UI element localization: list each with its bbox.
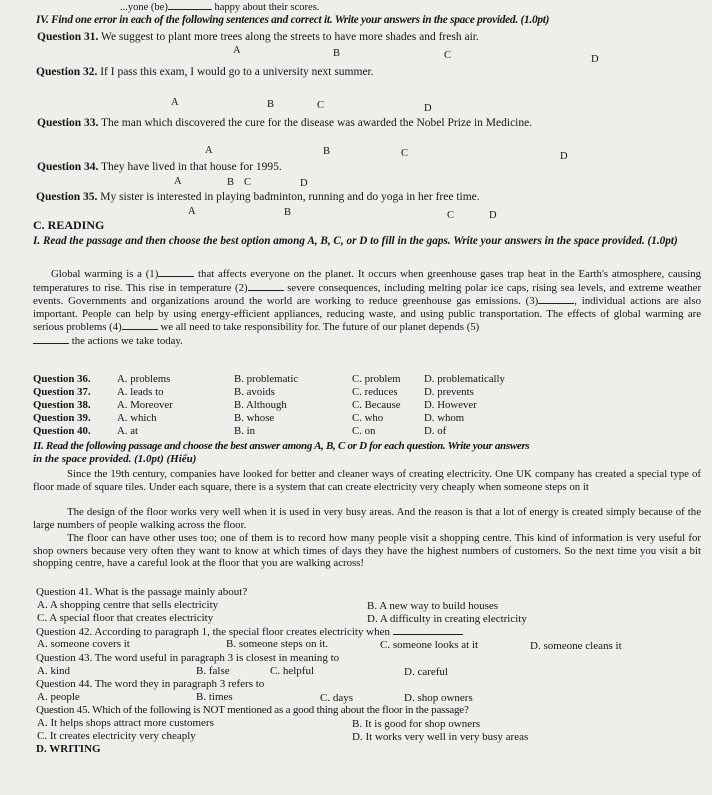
q31-option-d: D [591, 54, 599, 65]
question-42-stem [36, 625, 463, 639]
q39-option-c[interactable]: C. who [352, 412, 384, 424]
bottom-fragment: D. WRITING [36, 743, 101, 755]
passage-line: that affects everyone on the planet. It occurs when greenhouse gases trap heat [198, 268, 546, 280]
part-ii-heading-line-2: in the space provided. (1.0pt) (Hiểu) [33, 453, 197, 465]
question-32-text: If I pass this exam, I would go to a university next summer. [100, 66, 374, 78]
section-iv-heading: IV. Find one error in each of the following sentences and correct it. Write your answers in the space provided. (1.0pt) [36, 14, 550, 26]
section-c-heading: C. READING [33, 218, 105, 232]
q38-option-a[interactable]: A. Moreover [117, 399, 173, 411]
question-31 [37, 31, 479, 44]
top-fragment [120, 0, 319, 14]
q36-label: Question 36. [33, 373, 91, 385]
q31-option-b: B [333, 48, 341, 59]
q36-option-d[interactable]: D. problematically [424, 373, 505, 385]
q32-option-d: D [424, 103, 432, 114]
q32-option-b: B [267, 99, 275, 110]
q34-option-b: B [227, 177, 235, 188]
answer-blank[interactable] [168, 0, 212, 10]
q37-option-b[interactable]: B. avoids [234, 386, 275, 398]
q31-option-c: C [444, 50, 452, 61]
q40-option-d[interactable]: D. of [424, 425, 447, 437]
q36-option-a[interactable]: A. problems [117, 373, 171, 385]
q39-option-d[interactable]: D. whom [424, 412, 465, 424]
q31-option-a: A [233, 45, 241, 56]
question-41-stem: Question 41. What is the passage mainly about? [36, 586, 248, 598]
passage-line: including melting polar ice caps, rising sea levels, and extreme weather events. Governments and organizations around [33, 281, 702, 308]
gap-2-blank[interactable] [248, 281, 284, 291]
top-fragment-prefix: ...yone (be) [120, 2, 168, 13]
q36-option-b[interactable]: B. problematic [234, 373, 299, 385]
q34-option-c: C [244, 177, 252, 188]
q40-option-b[interactable]: B. in [234, 425, 255, 437]
question-33-label: Question 33. [37, 117, 99, 129]
question-33 [37, 117, 532, 130]
question-32-label: Question 32. [36, 66, 98, 78]
question-34 [37, 161, 282, 174]
question-35-text: My sister is interested in playing badminton, running and do yoga in her free time. [100, 191, 480, 203]
q34-option-d: D [300, 178, 308, 189]
q33-option-c: C [401, 148, 409, 159]
question-44-stem: Question 44. The word they in paragraph 3 refers to [36, 678, 265, 690]
part-i-heading: I. Read the passage and then choose the best option among A, B, C, or D to fill in the gaps. Write your answers in the space provided. (1.0pt) [33, 235, 678, 247]
q35-option-d: D [489, 210, 497, 221]
part-ii-paragraph-2: The design of the floor works very well when it is used in very busy areas. And the reason is that a lot of energy is created simply because of the large numbers of people walking across the floor. [33, 506, 701, 531]
question-45-stem: Question 45. Which of the following is NOT mentioned as a good thing about the floor in the passage? [36, 704, 469, 716]
q41-option-c[interactable]: C. A special floor that creates electricity [37, 612, 214, 624]
passage-line: in the Earth's atmosphere, causing temperatures to rise. This rise in temperature (2) [33, 268, 702, 294]
q43-option-c[interactable]: C. helpful [270, 665, 314, 677]
q37-option-a[interactable]: A. leads to [117, 386, 164, 398]
part-ii-paragraph-3: The floor can have other uses too; one of them is to record how many people visit a shopping centre. This kind of information is very useful for shop owners because very often they want to know at which times of days they have the highest numbers of customers. So the next time you visit a bit shopping centre, have a careful look at the floor that you are walking across! [33, 532, 701, 570]
question-34-text: They have lived in that house for 1995. [101, 161, 282, 173]
q37-option-d[interactable]: D. prevents [424, 386, 474, 398]
q45-option-b[interactable]: B. It is good for shop owners [352, 718, 481, 730]
q33-option-a: A [205, 145, 213, 156]
top-fragment-suffix: happy about their scores. [214, 2, 320, 13]
passage-line: severe consequences, [287, 281, 381, 294]
q33-option-d: D [560, 151, 568, 162]
q35-option-c: C [447, 210, 455, 221]
gap-3-blank[interactable] [538, 294, 574, 304]
q44-option-c[interactable]: C. days [320, 692, 353, 704]
passage-line: can help by using energy-efficient appliances, reducing waste, and using public transportation. The effects of global [115, 307, 641, 320]
q36-option-c[interactable]: C. problem [352, 373, 401, 385]
q41-option-b[interactable]: B. A new way to build houses [367, 600, 499, 612]
q42-answer-blank[interactable] [393, 625, 463, 635]
q38-option-d[interactable]: D. However [424, 399, 477, 411]
question-35-label: Question 35. [36, 191, 98, 203]
gap-5-blank[interactable] [33, 334, 69, 344]
question-33-text: The man which discovered the cure for the disease was awarded the Nobel Prize in Medicine. [101, 117, 533, 129]
q42-option-c[interactable]: C. someone looks at it [380, 639, 479, 651]
q40-label: Question 40. [33, 425, 91, 437]
q42-option-b[interactable]: B. someone steps on it. [226, 638, 329, 650]
question-32 [36, 66, 374, 79]
q43-option-b[interactable]: B. false [196, 665, 230, 677]
q39-option-a[interactable]: A. which [117, 412, 157, 424]
part-i-passage [33, 267, 701, 348]
q44-option-d[interactable]: D. shop owners [404, 692, 473, 704]
passage-line: , individual actions are also important. People [33, 295, 701, 320]
q38-label: Question 38. [33, 399, 91, 411]
q45-option-a[interactable]: A. It helps shops attract more customers [37, 717, 214, 729]
q38-option-b[interactable]: B. Although [234, 399, 287, 411]
q35-option-b: B [284, 207, 292, 218]
q39-label: Question 39. [33, 412, 91, 424]
question-42-text: Question 42. According to paragraph 1, the special floor creates electricity when [36, 626, 391, 638]
q32-option-a: A [171, 97, 179, 108]
q33-option-b: B [323, 146, 331, 157]
q44-option-b[interactable]: B. times [196, 691, 233, 703]
passage-line: Global warming is a (1) [51, 268, 159, 280]
q43-option-a[interactable]: A. kind [37, 665, 70, 677]
q40-option-c[interactable]: C. on [352, 425, 376, 437]
q39-option-b[interactable]: B. whose [234, 412, 275, 424]
q37-label: Question 37. [33, 386, 91, 398]
q42-option-a[interactable]: A. someone covers it [37, 638, 130, 650]
question-34-label: Question 34. [37, 161, 99, 173]
q41-option-d[interactable]: D. A difficulty in creating electricity [367, 613, 527, 625]
q44-option-a[interactable]: A. people [37, 691, 80, 703]
q41-option-a[interactable]: A. A shopping centre that sells electricity [37, 599, 219, 611]
passage-line: warming are serious problems (4) [33, 307, 702, 334]
part-ii-heading-line-1: II. Read the following passage and choose the best answer among A, B, C or D for each question. Write your answers [33, 440, 530, 452]
passage-line: we all need to take responsibility for. The future of our planet depends (5) [160, 321, 480, 334]
q37-option-c[interactable]: C. reduces [352, 386, 398, 398]
q34-option-a: A [174, 176, 182, 187]
q43-option-d[interactable]: D. careful [404, 666, 448, 678]
question-31-label: Question 31. [37, 31, 99, 43]
question-43-stem: Question 43. The word useful in paragraph 3 is closest in meaning to [36, 652, 340, 664]
gap-1-blank[interactable] [158, 267, 194, 277]
gap-4-blank[interactable] [122, 320, 158, 330]
q38-option-c[interactable]: C. Because [352, 399, 401, 411]
q45-option-d[interactable]: D. It works very well in very busy areas [352, 731, 529, 743]
q32-option-c: C [317, 100, 325, 111]
q42-option-d[interactable]: D. someone cleans it [530, 640, 622, 652]
passage-line: the world are working to reduce greenhouse gas emissions. (3) [248, 295, 539, 308]
q40-option-a[interactable]: A. at [117, 425, 138, 437]
passage-line: the actions we take today. [71, 334, 183, 347]
q35-option-a: A [188, 206, 196, 217]
question-35 [36, 191, 480, 204]
q45-option-c[interactable]: C. It creates electricity very cheaply [37, 730, 196, 742]
part-ii-paragraph-1: Since the 19th century, companies have looked for better and cleaner ways of creating electricity. One UK company has created a special type of floor made of square tiles. Under each square, there is a system that can create electricity very cheaply when someone steps on it [33, 468, 701, 493]
question-31-text: We suggest to plant more trees along the streets to have more shades and fresh air. [101, 31, 479, 43]
